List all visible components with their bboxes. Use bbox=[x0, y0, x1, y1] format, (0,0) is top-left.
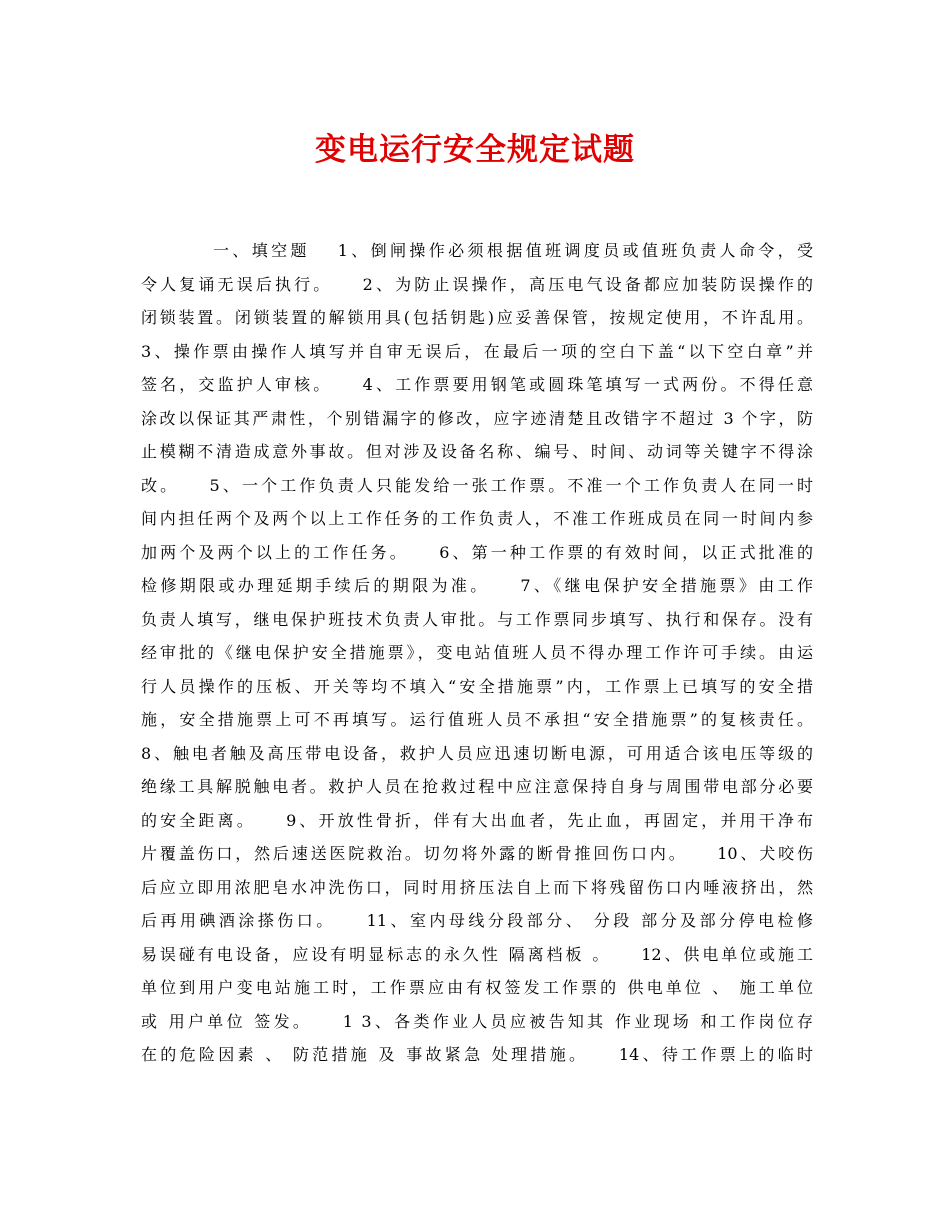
body-line: 8、触电者触及高压带电设备，救护人员应迅速切断电源，可用适合该电压等级的 bbox=[141, 743, 813, 763]
body-line: 涂改以保证其严肃性，个别错漏字的修改，应字迹清楚且改错字不超过 3 个字，防 bbox=[141, 408, 813, 428]
body-line: 止模糊不清造成意外事故。但对涉及设备名称、编号、时间、动词等关键字不得涂 bbox=[141, 442, 813, 461]
document-title: 变电运行安全规定试题 bbox=[315, 132, 635, 168]
body-line: 间内担任两个及两个以上工作任务的工作负责人，不准工作班成员在同一时间内参 bbox=[141, 509, 813, 528]
body-line: 令人复诵无误后执行。 2、为防止误操作，高压电气设备都应加装防误操作的 bbox=[141, 274, 813, 294]
body-line: 单位到用户变电站施工时，工作票应由有权签发工作票的 供电单位 、 施工单位 bbox=[141, 978, 813, 997]
body-line: 3、操作票由操作人填写并自审无误后，在最后一项的空白下盖“以下空白章”并 bbox=[141, 341, 813, 361]
body-line: 加两个及两个以上的工作任务。 6、第一种工作票的有效时间，以正式批准的 bbox=[141, 542, 813, 562]
body-line: 后应立即用浓肥皂水冲洗伤口，同时用挤压法自上而下将残留伤口内唾液挤出，然 bbox=[141, 877, 813, 897]
body-line: 闭锁装置。闭锁装置的解锁用具(包括钥匙)应妥善保管，按规定使用，不许乱用。 bbox=[141, 308, 813, 327]
body-line: 负责人填写，继电保护班技术负责人审批。与工作票同步填写、执行和保存。没有 bbox=[141, 609, 813, 629]
body-line: 或 用户单位 签发。 1 3、各类作业人员应被告知其 作业现场 和工作岗位存 bbox=[141, 1011, 813, 1031]
body-line: 施，安全措施票上可不再填写。运行值班人员不承担“安全措施票”的复核责任。 bbox=[141, 710, 813, 729]
body-line: 绝缘工具解脱触电者。救护人员在抢救过程中应注意保持自身与周围带电部分必要 bbox=[141, 777, 813, 796]
document-body bbox=[141, 234, 813, 1072]
body-line: 签名，交监护人审核。 4、工作票要用钢笔或圆珠笔填写一式两份。不得任意 bbox=[141, 375, 813, 394]
body-line: 后再用碘酒涂搽伤口。 11、室内母线分段部分、 分段 部分及部分停电检修 bbox=[141, 911, 813, 930]
body-line: 在的危险因素 、 防范措施 及 事故紧急 处理措施。 14、待工作票上的临时 bbox=[141, 1045, 813, 1064]
body-line: 行人员操作的压板、开关等均不填入“安全措施票”内，工作票上已填写的安全措 bbox=[141, 676, 813, 696]
body-line: 经审批的《继电保护安全措施票》，变电站值班人员不得办理工作许可手续。由运 bbox=[141, 643, 813, 662]
body-line: 改。 5、一个工作负责人只能发给一张工作票。不准一个工作负责人在同一时 bbox=[141, 475, 813, 495]
body-line: 检修期限或办理延期手续后的期限为准。 7、《继电保护安全措施票》由工作 bbox=[141, 576, 813, 595]
body-line: 的安全距离。 9、开放性骨折，伴有大出血者，先止血，再固定，并用干净布 bbox=[141, 810, 813, 830]
body-line: 片覆盖伤口，然后速送医院救治。切勿将外露的断骨推回伤口内。 10、犬咬伤 bbox=[141, 844, 813, 863]
body-line: 一、填空题 1、倒闸操作必须根据值班调度员或值班负责人命令，受 bbox=[213, 241, 813, 260]
body-line: 易误碰有电设备，应设有明显标志的永久性 隔离档板 。 12、供电单位或施工 bbox=[141, 944, 813, 964]
